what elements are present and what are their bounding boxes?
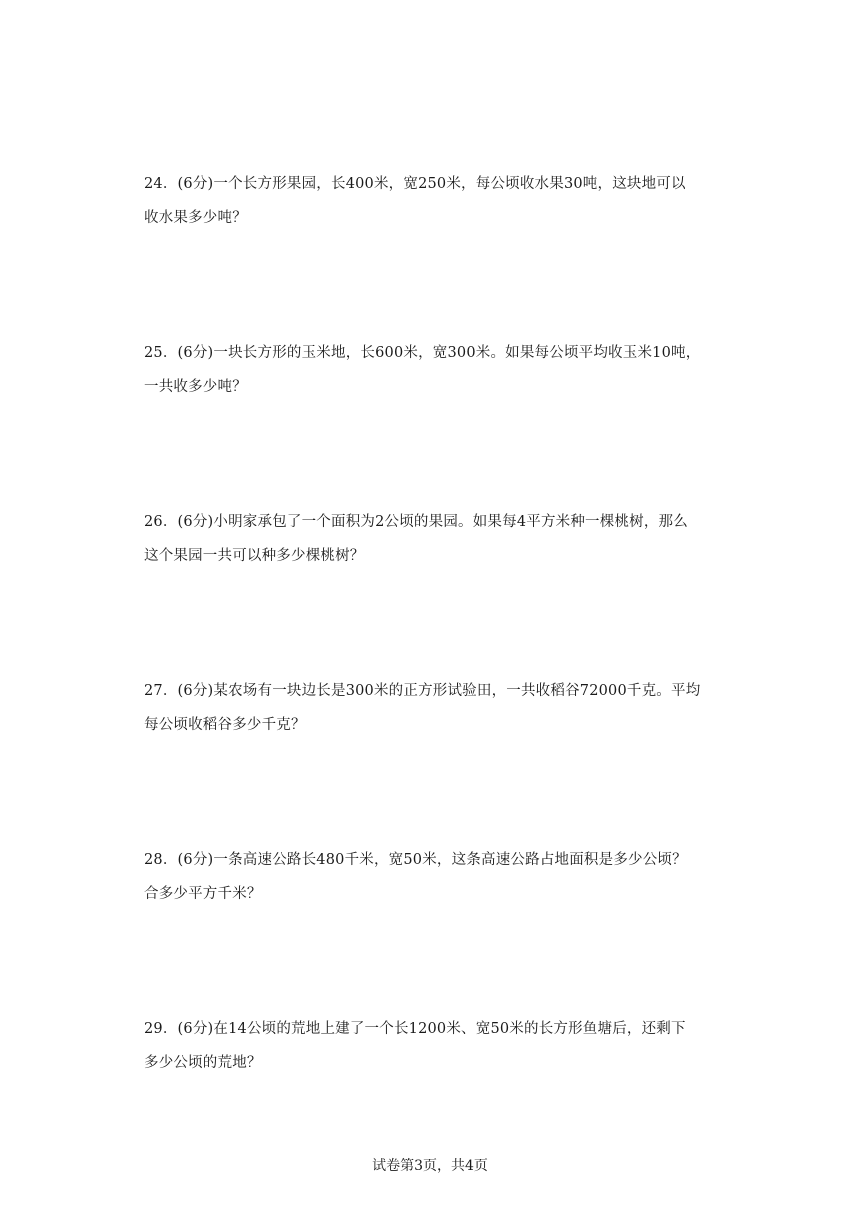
question-24	[144, 167, 724, 235]
page-footer: 试卷第3页，共4页	[372, 1158, 488, 1174]
question-28-line-1: 28．(6分)一条高速公路长480千米，宽50米，这条高速公路占地面积是多少公顷？	[144, 852, 687, 868]
question-24-line-2: 收水果多少吨？	[144, 210, 247, 226]
question-28	[144, 843, 724, 911]
question-27	[144, 674, 724, 742]
question-26-line-1: 26．(6分)小明家承包了一个面积为2公顷的果园。如果每4平方米种一棵桃树，那么	[144, 514, 688, 530]
question-29-line-1: 29．(6分)在14公顷的荒地上建了一个长1200米、宽50米的长方形鱼塘后，还剩下	[144, 1021, 686, 1037]
question-27-line-2: 每公顷收稻谷多少千克？	[144, 717, 306, 733]
question-28-line-2: 合多少平方千米？	[144, 886, 262, 902]
question-27-line-1: 27．(6分)某农场有一块边长是300米的正方形试验田，一共收稻谷72000千克。平均	[144, 683, 701, 699]
question-26	[144, 505, 724, 573]
question-25-line-1: 25．(6分)一块长方形的玉米地，长600米，宽300米。如果每公顷平均收玉米10吨，	[144, 345, 701, 361]
question-25-line-2: 一共收多少吨？	[144, 379, 247, 395]
question-29	[144, 1012, 724, 1080]
question-24-line-1: 24．(6分)一个长方形果园，长400米，宽250米，每公顷收水果30吨，这块地可以	[144, 176, 686, 192]
question-25	[144, 336, 724, 404]
question-26-line-2: 这个果园一共可以种多少棵桃树？	[144, 548, 365, 564]
question-29-line-2: 多少公顷的荒地？	[144, 1055, 262, 1071]
